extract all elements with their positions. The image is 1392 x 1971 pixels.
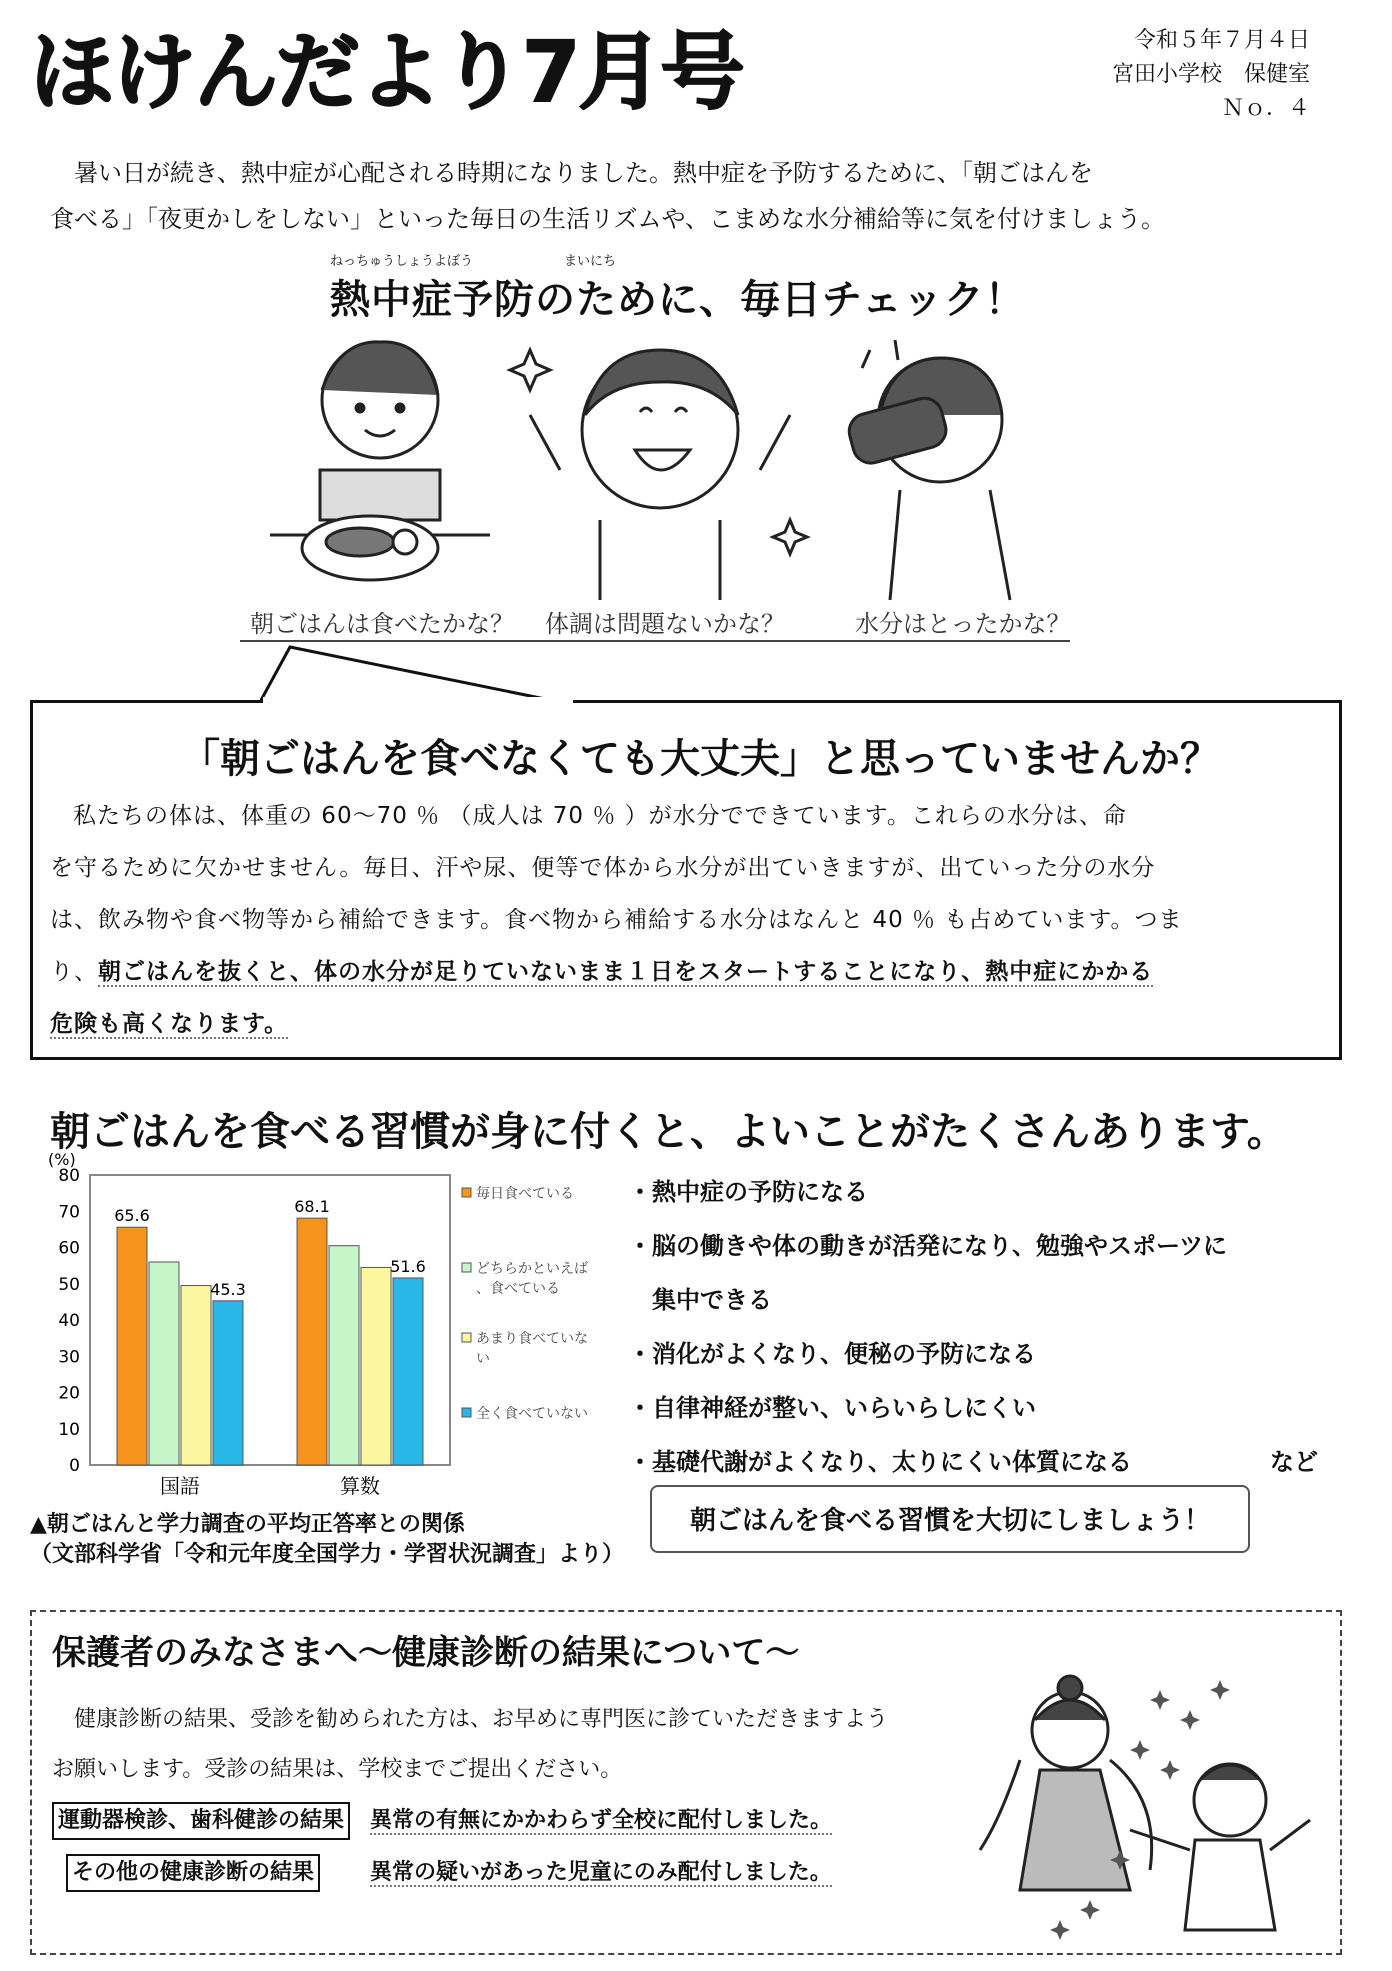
caption-underline — [240, 640, 1070, 642]
benefit-item: ・自律神経が整い、いらいらしにくい — [628, 1394, 1036, 1422]
data-label: 45.3 — [210, 1279, 246, 1299]
legend-label: 毎日食べている — [476, 1186, 574, 1202]
issue-number: Ｎｏ．４ — [1221, 96, 1310, 121]
y-tick-label: 60 — [58, 1238, 80, 1259]
x-tick-label: 国語 — [160, 1474, 200, 1498]
y-tick-label: 50 — [58, 1274, 80, 1295]
intro-line-2: 食べる」「夜更かしをしない」といった毎日の生活リズムや、こまめな水分補給等に気を付けましょう。 — [50, 205, 1166, 233]
benefits-list — [628, 1165, 1348, 1489]
box1-line-4b: 朝ごはんを抜くと、体の水分が足りていないまま１日をスタートすることになり、熱中症にかかる — [98, 959, 1154, 985]
data-label: 51.6 — [390, 1256, 426, 1276]
caption-breakfast: 朝ごはんは食べたかな？ — [250, 610, 514, 638]
result-row-1 — [52, 1795, 1012, 1847]
bar — [297, 1218, 327, 1465]
legend-swatch — [462, 1188, 471, 1197]
benefit-item: ・熱中症の予防になる — [628, 1178, 868, 1206]
data-label: 68.1 — [294, 1197, 330, 1217]
box1-line-3: は、飲み物や食べ物等から補給できます。食べ物から補給する水分はなんと 40 ％ も占めています。つま — [50, 907, 1183, 933]
box1-line-1: 私たちの体は、体重の 60～70 ％ （成人は 70 ％ ）が水分でできています。これらの水分は、命 — [73, 803, 1127, 829]
y-tick-label: 20 — [58, 1383, 80, 1404]
girl-eating-illustration — [270, 342, 490, 580]
y-tick-label: 80 — [58, 1166, 80, 1186]
benefit-item: ・消化がよくなり、便秘の予防になる — [628, 1340, 1036, 1368]
legend-swatch — [462, 1333, 471, 1342]
callout-pointer — [260, 645, 580, 705]
result-tag-2: その他の健康診断の結果 — [66, 1854, 320, 1892]
header-info — [1040, 24, 1310, 126]
benefit-nado: など — [1270, 1448, 1318, 1476]
box1-line-5: 危険も高くなります。 — [50, 1011, 289, 1037]
intro-line-1: 暑い日が続き、熱中症が心配される時期になりました。熱中症を予防するために、「朝ごはんを — [74, 159, 1094, 187]
legend-label: どちらかといえば — [476, 1261, 588, 1277]
bar — [181, 1286, 211, 1465]
y-tick-label: 40 — [58, 1311, 80, 1331]
legend-swatch — [462, 1408, 471, 1417]
check-illustrations — [250, 320, 1070, 610]
result-msg-2: 異常の疑いがあった児童にのみ配付しました。 — [370, 1860, 832, 1885]
box1-line-4a: り、 — [50, 959, 98, 985]
y-axis-label: (%) — [48, 1150, 76, 1169]
legend-label-cont: 、食べている — [476, 1281, 560, 1297]
caption-condition: 体調は問題ないかな？ — [545, 610, 785, 638]
section1-title: 熱中症予防のために、毎日チェック！ — [330, 277, 1026, 323]
bar — [393, 1278, 423, 1465]
newsletter-title: ほけんだより7月号 — [30, 23, 743, 121]
bar — [213, 1301, 243, 1465]
parents-notice-title: 保護者のみなさまへ～健康診断の結果について～ — [52, 1633, 800, 1673]
tanabata-illustration — [960, 1650, 1330, 1940]
notice-para-2: お願いします。受診の結果は、学校までご提出ください。 — [52, 1757, 623, 1782]
y-tick-label: 0 — [69, 1456, 80, 1476]
box1-line-2: を守るために欠かせません。毎日、汗や尿、便等で体から水分が出ていきますが、出ていった分の水分 — [50, 855, 1156, 881]
bar — [361, 1267, 391, 1465]
legend-label: あまり食べていな — [476, 1331, 588, 1347]
bar — [149, 1262, 179, 1465]
bar — [117, 1227, 147, 1465]
benefit-item: ・脳の働きや体の動きが活発になり、勉強やスポーツに — [628, 1232, 1228, 1260]
y-tick-label: 10 — [58, 1419, 80, 1440]
chart-caption-line-2: （文部科学省「令和元年度全国学力・学習状況調査」より） — [30, 1542, 625, 1567]
result-tag-1: 運動器検診、歯科健診の結果 — [52, 1802, 350, 1840]
result-row-2 — [52, 1847, 1012, 1899]
data-label: 65.6 — [114, 1206, 150, 1226]
box1-line-4 — [50, 946, 1330, 998]
breakfast-box-title: 「朝ごはんを食べなくても大丈夫」と思っていませんか？ — [180, 736, 1220, 782]
breakfast-box-text — [50, 790, 1330, 1050]
bar — [329, 1246, 359, 1465]
x-tick-label: 算数 — [340, 1474, 380, 1498]
result-msg-1: 異常の有無にかかわらず全校に配付しました。 — [370, 1808, 833, 1833]
chart-caption — [30, 1510, 624, 1570]
parents-notice-text — [52, 1695, 1012, 1899]
legend-swatch — [462, 1263, 471, 1272]
school-name: 宮田小学校 保健室 — [1111, 62, 1310, 87]
y-tick-label: 70 — [58, 1202, 80, 1223]
benefit-item-last — [628, 1435, 1348, 1489]
notice-para-1: 健康診断の結果、受診を勧められた方は、お早めに専門医に診ていただきますよう — [74, 1707, 889, 1732]
breakfast-score-chart — [30, 1145, 590, 1505]
section1-ruby: ねっちゅうしょうよぼう まいにち — [330, 254, 617, 269]
boy-happy-illustration — [510, 350, 807, 600]
girl-drinking-illustration — [845, 340, 1010, 600]
legend-label: 全く食べていない — [476, 1406, 588, 1422]
breakfast-habit-callout: 朝ごはんを食べる習慣を大切にしましょう！ — [650, 1485, 1250, 1553]
benefit-item: ・基礎代謝がよくなり、太りにくい体質になる — [628, 1448, 1132, 1476]
legend-label-cont: い — [476, 1351, 490, 1367]
pointer-gap — [263, 697, 573, 705]
issue-date: 令和５年７月４日 — [1133, 28, 1310, 53]
y-tick-label: 30 — [58, 1347, 80, 1368]
chart-caption-line-1: ▲朝ごはんと学力調査の平均正答率との関係 — [30, 1512, 465, 1537]
intro-paragraph — [50, 150, 1340, 242]
benefit-item: 集中できる — [628, 1286, 772, 1314]
caption-water: 水分はとったかな？ — [855, 610, 1071, 638]
section2-title: 朝ごはんを食べる習慣が身に付くと、よいことがたくさんあります。 — [50, 1109, 1287, 1155]
